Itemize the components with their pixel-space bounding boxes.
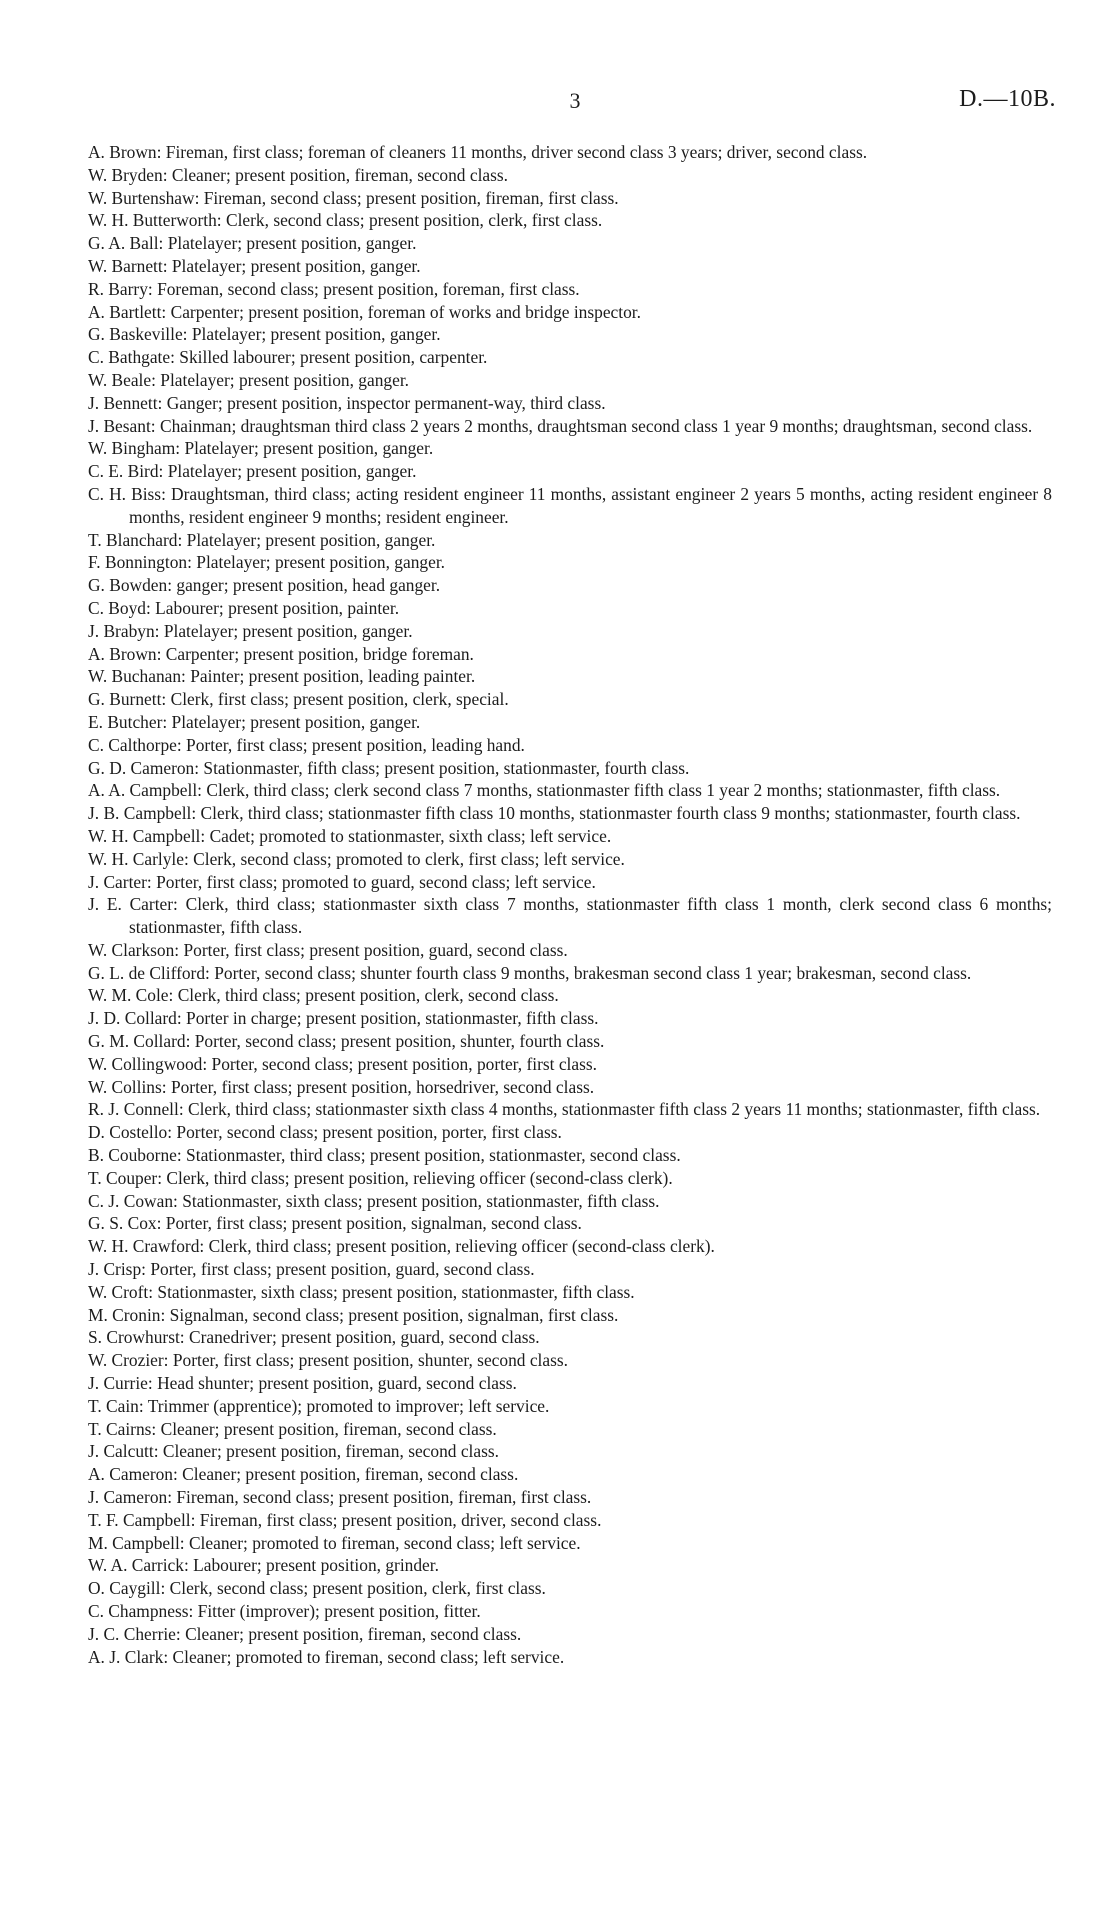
staff-entry: A. Brown: Fireman, first class; foreman of cleaners 11 months, driver second class 3 years; driver, second class. — [88, 142, 868, 162]
staff-entry: W. Bryden: Cleaner; present position, fireman, second class. — [88, 164, 509, 185]
staff-entry: C. Calthorpe: Porter, first class; present position, leading hand. — [88, 734, 525, 755]
staff-entry: J. Crisp: Porter, first class; present position, guard, second class. — [88, 1259, 535, 1280]
staff-entry: D. Costello: Porter, second class; present position, porter, first class. — [88, 1122, 562, 1143]
staff-entry: T. Cairns: Cleaner; present position, fireman, second class. — [88, 1418, 497, 1439]
staff-entry: W. H. Carlyle: Clerk, second class; promoted to clerk, first class; left service. — [88, 848, 625, 869]
staff-entry: A. Cameron: Cleaner; present position, fireman, second class. — [88, 1464, 519, 1485]
staff-entry: W. Beale: Platelayer; present position, ganger. — [88, 369, 409, 390]
staff-entry: W. Crozier: Porter, first class; present position, shunter, second class. — [88, 1350, 568, 1371]
staff-entry: G. M. Collard: Porter, second class; present position, shunter, fourth class. — [88, 1031, 605, 1052]
staff-entry: A. Brown: Carpenter; present position, bridge foreman. — [88, 643, 474, 664]
staff-entry: A. Bartlett: Carpenter; present position, foreman of works and bridge inspector. — [88, 301, 641, 322]
staff-entry: J. Cameron: Fireman, second class; present position, fireman, first class. — [88, 1487, 592, 1508]
staff-entries-list — [88, 141, 1052, 1668]
staff-entry: G. A. Ball: Platelayer; present position, ganger. — [88, 233, 417, 254]
staff-entry: C. E. Bird: Platelayer; present position, ganger. — [88, 461, 417, 482]
page-number: 3 — [569, 88, 581, 113]
staff-entry: R. J. Connell: Clerk, third class; stationmaster sixth class 4 months, stationmaster fifth class 2 years 11 months; stationmaster, fifth class. — [88, 1099, 1041, 1120]
staff-entry: J. D. Collard: Porter in charge; present position, stationmaster, fifth class. — [88, 1008, 599, 1029]
staff-entry: G. D. Cameron: Stationmaster, fifth class; present position, stationmaster, fourth class. — [88, 757, 690, 778]
staff-entry: W. Burtenshaw: Fireman, second class; present position, fireman, first class. — [88, 187, 619, 208]
staff-entry: C. Champness: Fitter (improver); present position, fitter. — [88, 1601, 481, 1621]
staff-entry: A. A. Campbell: Clerk, third class; clerk second class 7 months, stationmaster fifth class 1 year 2 months; stationmaster, fifth class. — [88, 780, 1001, 801]
staff-entry: J. Carter: Porter, first class; promoted to guard, second class; left service. — [88, 871, 596, 892]
staff-entry: C. J. Cowan: Stationmaster, sixth class; present position, stationmaster, fifth class. — [88, 1190, 660, 1211]
staff-entry: W. H. Campbell: Cadet; promoted to stationmaster, sixth class; left service. — [88, 825, 612, 846]
staff-entry: W. H. Crawford: Clerk, third class; present position, relieving officer (second-class clerk). — [88, 1236, 715, 1257]
page-reference: D.—10B. — [959, 86, 1056, 112]
staff-entry: G. Baskeville: Platelayer; present position, ganger. — [88, 324, 441, 345]
staff-entry: J. Besant: Chainman; draughtsman third class 2 years 2 months, draughtsman second class 1 year 9 months; draughtsman, second class. — [88, 415, 1033, 436]
staff-entry: M. Cronin: Signalman, second class; present position, signalman, first class. — [88, 1304, 619, 1325]
staff-entry: W. H. Butterworth: Clerk, second class; present position, clerk, first class. — [88, 210, 603, 231]
staff-entry: F. Bonnington: Platelayer; present position, ganger. — [88, 552, 445, 573]
staff-entry: C. H. Biss: Draughtsman, third class; acting resident engineer 11 months, assistant engineer 2 years 5 months, acting resident engineer 8 months, resident engineer 9 months; resident engineer. — [88, 483, 1052, 527]
staff-entry: T. Cain: Trimmer (apprentice); promoted to improver; left service. — [88, 1395, 550, 1416]
staff-entry: W. A. Carrick: Labourer; present position, grinder. — [88, 1555, 439, 1576]
staff-entry: J. Brabyn: Platelayer; present position, ganger. — [88, 620, 413, 641]
staff-entry: W. M. Cole: Clerk, third class; present position, clerk, second class. — [88, 985, 559, 1006]
staff-entry: C. Bathgate: Skilled labourer; present position, carpenter. — [88, 347, 488, 368]
staff-entry: J. C. Cherrie: Cleaner; present position, fireman, second class. — [88, 1623, 522, 1644]
staff-entry: A. J. Clark: Cleaner; promoted to fireman, second class; left service. — [88, 1646, 565, 1667]
staff-entry: W. Collingwood: Porter, second class; present position, porter, first class. — [88, 1053, 597, 1074]
staff-entry: O. Caygill: Clerk, second class; present position, clerk, first class. — [88, 1578, 546, 1599]
staff-entry: J. Currie: Head shunter; present position, guard, second class. — [88, 1373, 517, 1394]
staff-entry: E. Butcher: Platelayer; present position, ganger. — [88, 711, 421, 732]
staff-entry: T. F. Campbell: Fireman, first class; present position, driver, second class. — [88, 1509, 602, 1530]
staff-entry: M. Campbell: Cleaner; promoted to fireman, second class; left service. — [88, 1532, 581, 1553]
staff-entry: S. Crowhurst: Cranedriver; present position, guard, second class. — [88, 1327, 540, 1348]
staff-entry: W. Barnett: Platelayer; present position, ganger. — [88, 255, 421, 276]
staff-entry: G. L. de Clifford: Porter, second class; shunter fourth class 9 months, brakesman second class 1 year; brakesman, second class. — [88, 962, 972, 983]
staff-entry: B. Couborne: Stationmaster, third class; present position, stationmaster, second class. — [88, 1145, 681, 1166]
staff-entry: W. Buchanan: Painter; present position, leading painter. — [88, 666, 476, 687]
staff-entry: W. Croft: Stationmaster, sixth class; present position, stationmaster, fifth class. — [88, 1281, 635, 1302]
staff-entry: C. Boyd: Labourer; present position, painter. — [88, 597, 400, 618]
staff-entry: T. Blanchard: Platelayer; present position, ganger. — [88, 529, 436, 550]
staff-entry: G. Bowden: ganger; present position, head ganger. — [88, 575, 441, 596]
staff-entry: W. Collins: Porter, first class; present position, horsedriver, second class. — [88, 1076, 595, 1097]
staff-entry: J. B. Campbell: Clerk, third class; stationmaster fifth class 10 months, stationmaster fourth class 9 months; stationmaster, fourth class. — [88, 803, 1021, 824]
staff-entry: G. Burnett: Clerk, first class; present position, clerk, special. — [88, 689, 509, 710]
staff-entry: T. Couper: Clerk, third class; present position, relieving officer (second-class clerk). — [88, 1167, 673, 1188]
staff-entry: W. Bingham: Platelayer; present position, ganger. — [88, 438, 434, 459]
staff-entry: J. E. Carter: Clerk, third class; stationmaster sixth class 7 months, stationmaster fifth class 1 month, clerk second class 6 months; stationmaster, fifth class. — [88, 894, 1052, 938]
staff-entry: J. Bennett: Ganger; present position, inspector permanent-way, third class. — [88, 392, 606, 413]
staff-entry: R. Barry: Foreman, second class; present position, foreman, first class. — [88, 278, 580, 299]
staff-entry: J. Calcutt: Cleaner; present position, fireman, second class. — [88, 1441, 499, 1462]
staff-entry: G. S. Cox: Porter, first class; present position, signalman, second class. — [88, 1213, 582, 1234]
staff-entry: W. Clarkson: Porter, first class; present position, guard, second class. — [88, 939, 568, 960]
